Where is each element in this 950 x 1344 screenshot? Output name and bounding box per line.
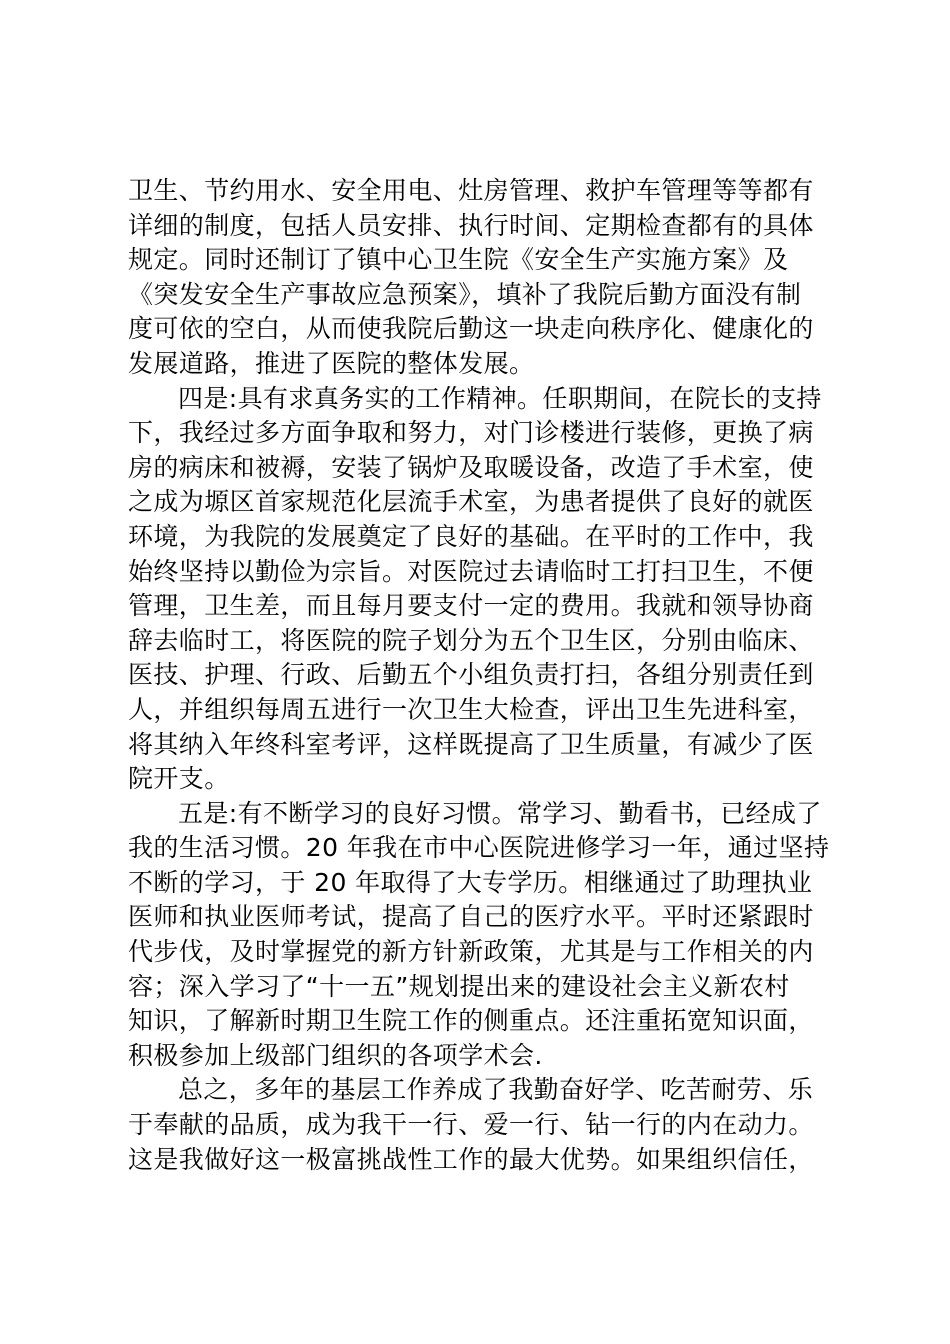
text-line: 我的生活习惯。20 年我在市中心医院进修学习一年，通过坚持 <box>128 833 830 863</box>
text-line: 将其纳入年终科室考评，这样既提高了卫生质量，有减少了医 <box>128 729 814 759</box>
text-line: 院开支。 <box>128 764 230 794</box>
text-line: 不断的学习，于 20 年取得了大专学历。相继通过了助理执业 <box>128 867 813 897</box>
text-line: 于奉献的品质，成为我干一行、爱一行、钻一行的内在动力。 <box>128 1110 814 1140</box>
text-line: 五是:有不断学习的良好习惯。常学习、勤看书，已经成了 <box>178 798 822 828</box>
text-line: 知识，了解新时期卫生院工作的侧重点。还注重拓宽知识面， <box>128 1006 814 1036</box>
text-line: 四是:具有求真务实的工作精神。任职期间，在院长的支持 <box>178 383 822 413</box>
text-line: 度可依的空白，从而使我院后勤这一块走向秩序化、健康化的 <box>128 314 814 344</box>
text-line: 规定。同时还制订了镇中心卫生院《安全生产实施方案》及 <box>128 245 789 275</box>
text-line: 医技、护理、行政、后勤五个小组负责打扫，各组分别责任到 <box>128 660 814 690</box>
document-body <box>128 174 828 1177</box>
text-line: 医师和执业医师考试，提高了自己的医疗水平。平时还紧跟时 <box>128 902 814 932</box>
text-line: 详细的制度，包括人员安排、执行时间、定期检查都有的具体 <box>128 210 814 240</box>
text-line: 《突发安全生产事故应急预案》，填补了我院后勤方面没有制 <box>128 279 802 309</box>
text-line: 之成为塬区首家规范化层流手术室，为患者提供了良好的就医 <box>128 487 814 517</box>
text-line: 发展道路，推进了医院的整体发展。 <box>128 348 535 378</box>
text-line: 房的病床和被褥，安装了锅炉及取暖设备，改造了手术室，使 <box>128 452 814 482</box>
text-line: 代步伐，及时掌握党的新方针新政策，尤其是与工作相关的内 <box>128 937 814 967</box>
text-line: 环境，为我院的发展奠定了良好的基础。在平时的工作中，我 <box>128 521 814 551</box>
text-line: 积极参加上级部门组织的各项学术会. <box>128 1040 543 1070</box>
text-line: 人，并组织每周五进行一次卫生大检查，评出卫生先进科室， <box>128 694 814 724</box>
text-line: 总之，多年的基层工作养成了我勤奋好学、吃苦耐劳、乐 <box>178 1075 814 1105</box>
text-line: 始终坚持以勤俭为宗旨。对医院过去请临时工打扫卫生，不便 <box>128 556 814 586</box>
text-line: 下，我经过多方面争取和努力，对门诊楼进行装修，更换了病 <box>128 418 814 448</box>
text-line: 辞去临时工，将医院的院子划分为五个卫生区，分别由临床、 <box>128 625 814 655</box>
text-line: 管理，卫生差，而且每月要支付一定的费用。我就和领导协商 <box>128 591 814 621</box>
text-line: 容；深入学习了“十一五”规划提出来的建设社会主义新农村 <box>128 971 790 1001</box>
text-line: 这是我做好这一极富挑战性工作的最大优势。如果组织信任， <box>128 1144 814 1174</box>
text-line: 卫生、节约用水、安全用电、灶房管理、救护车管理等等都有 <box>128 176 814 205</box>
